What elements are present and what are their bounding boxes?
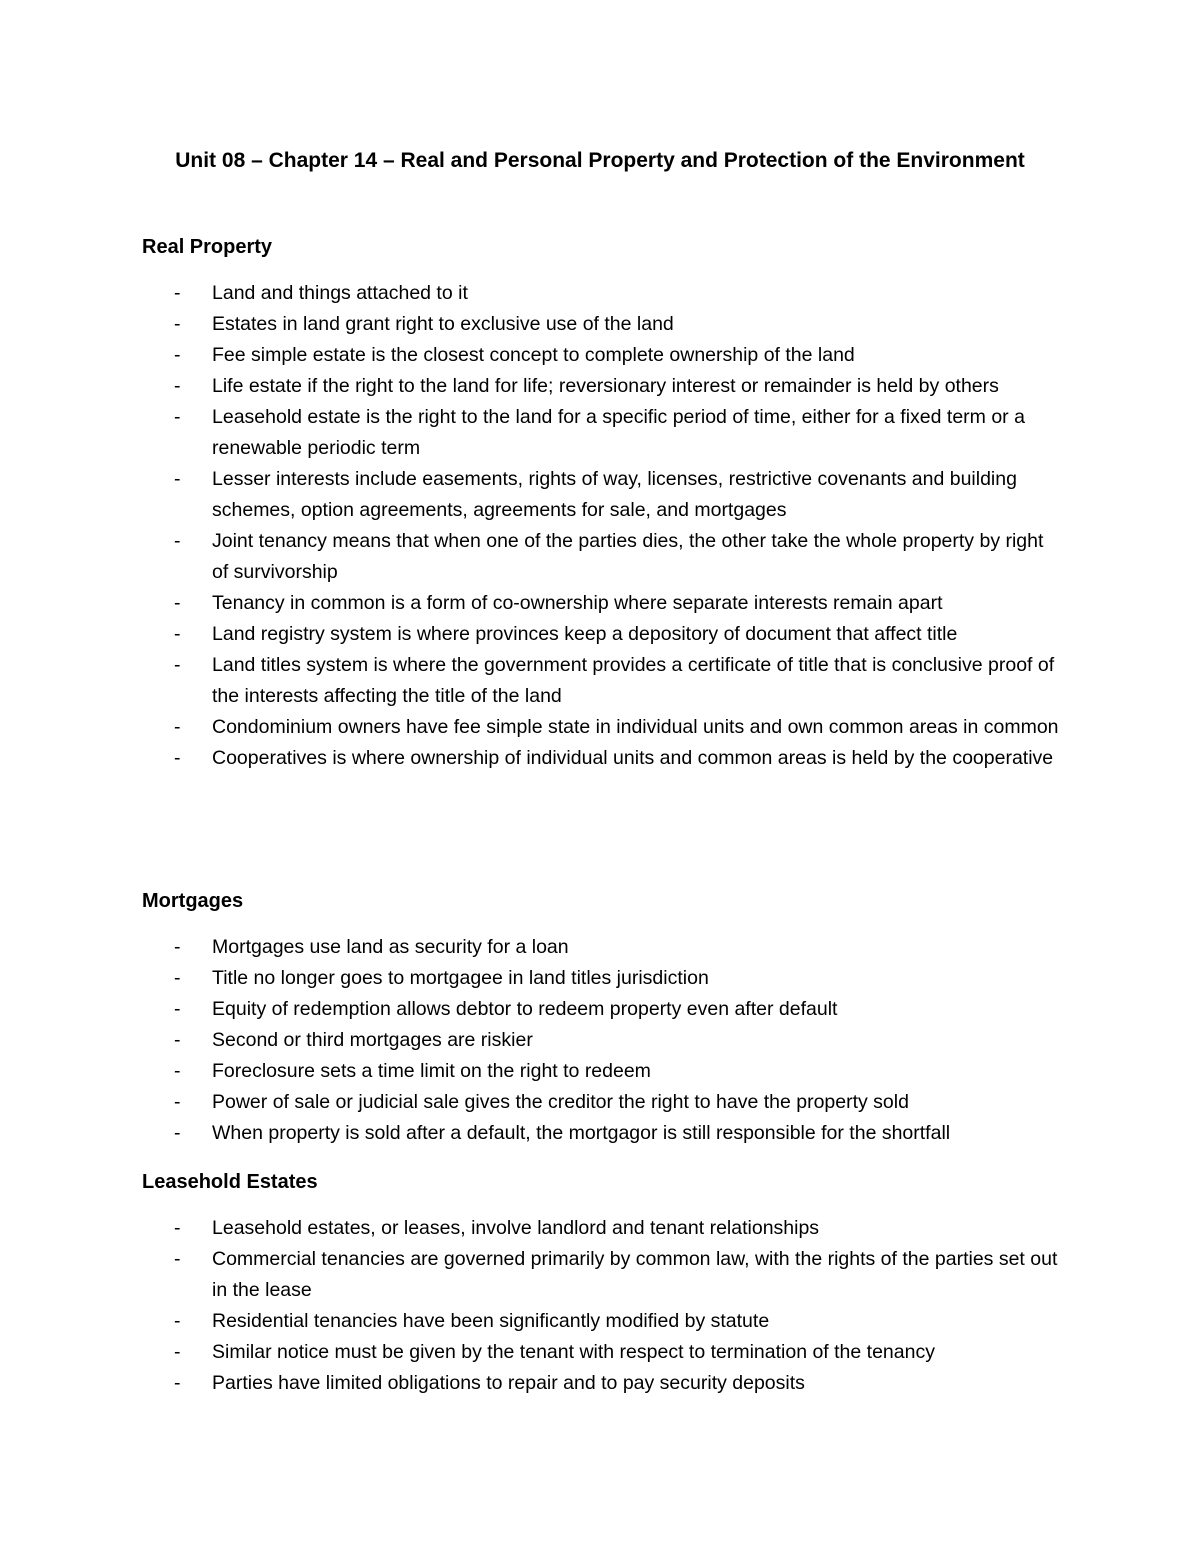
- list-item: [142, 932, 1062, 963]
- list-item-text: Equity of redemption allows debtor to redeem property even after default: [212, 998, 838, 1020]
- list-item: [142, 340, 1062, 371]
- list-item-text: Cooperatives is where ownership of individual units and common areas is held by the cooperative: [212, 747, 1054, 769]
- bullet-dash: -: [174, 967, 181, 989]
- list-item: [142, 309, 1062, 340]
- bullet-dash: -: [174, 1060, 181, 1082]
- list-item: [142, 1056, 1062, 1087]
- bullet-dash: -: [174, 344, 181, 366]
- list-item: [142, 1337, 1062, 1368]
- list-item-text: Estates in land grant right to exclusive use of the land: [212, 313, 674, 335]
- list-item-text: When property is sold after a default, the mortgagor is still responsible for the shortfall: [212, 1122, 951, 1144]
- list-item-text: Leasehold estates, or leases, involve landlord and tenant relationships: [212, 1217, 820, 1239]
- list-item: [142, 371, 1062, 402]
- list-item-text: Tenancy in common is a form of co-ownership where separate interests remain apart: [212, 592, 943, 614]
- list-item-text: Life estate if the right to the land for life; reversionary interest or remainder is held by others: [212, 375, 999, 397]
- bullet-dash: -: [174, 282, 181, 304]
- list-item-text: Leasehold estate is the right to the land for a specific period of time, either for a fixed term or a renewable periodic term: [212, 406, 1025, 459]
- section-real-property: [142, 234, 1062, 774]
- bullet-dash: -: [174, 1341, 181, 1363]
- bullet-list: [142, 1213, 1062, 1399]
- bullet-dash: -: [174, 1310, 181, 1332]
- list-item-text: Title no longer goes to mortgagee in land titles jurisdiction: [212, 967, 709, 989]
- bullet-dash: -: [174, 406, 181, 428]
- bullet-dash: -: [174, 1217, 181, 1239]
- bullet-dash: -: [174, 468, 181, 490]
- document-title: Unit 08 – Chapter 14 – Real and Personal Property and Protection of the Environment: [175, 149, 1025, 172]
- list-item: [142, 402, 1062, 464]
- section-heading: Mortgages: [142, 890, 244, 912]
- list-item-text: Foreclosure sets a time limit on the right to redeem: [212, 1060, 651, 1082]
- list-item: [142, 1025, 1062, 1056]
- bullet-list: [142, 932, 1062, 1149]
- bullet-dash: -: [174, 936, 181, 958]
- list-item-text: Mortgages use land as security for a loan: [212, 936, 569, 958]
- bullet-dash: -: [174, 716, 181, 738]
- list-item: [142, 712, 1062, 743]
- list-item-text: Land titles system is where the government provides a certificate of title that is conclusive proof of the interests affecting the title of the land: [212, 654, 1055, 707]
- bullet-dash: -: [174, 654, 181, 676]
- list-item-text: Land and things attached to it: [212, 282, 468, 304]
- list-item: [142, 1306, 1062, 1337]
- list-item-text: Parties have limited obligations to repair and to pay security deposits: [212, 1372, 805, 1394]
- section-heading: Real Property: [142, 236, 273, 258]
- section-heading: Leasehold Estates: [142, 1171, 318, 1193]
- list-item: [142, 1087, 1062, 1118]
- bullet-dash: -: [174, 1029, 181, 1051]
- bullet-dash: -: [174, 530, 181, 552]
- list-item-text: Land registry system is where provinces keep a depository of document that affect title: [212, 623, 958, 645]
- list-item-text: Residential tenancies have been significantly modified by statute: [212, 1310, 770, 1332]
- bullet-dash: -: [174, 1122, 181, 1144]
- list-item: [142, 743, 1062, 774]
- list-item: [142, 1118, 1062, 1149]
- bullet-dash: -: [174, 313, 181, 335]
- list-item: [142, 619, 1062, 650]
- list-item: [142, 1244, 1062, 1306]
- list-item-text: Second or third mortgages are riskier: [212, 1029, 533, 1051]
- bullet-list: [142, 278, 1062, 774]
- list-item-text: Joint tenancy means that when one of the parties dies, the other take the whole property by right of survivorship: [212, 530, 1044, 583]
- list-item-text: Power of sale or judicial sale gives the creditor the right to have the property sold: [212, 1091, 909, 1113]
- section-mortgages: [142, 888, 1062, 1149]
- bullet-dash: -: [174, 1248, 181, 1270]
- bullet-dash: -: [174, 375, 181, 397]
- section-leasehold-estates: [142, 1169, 1062, 1399]
- bullet-dash: -: [174, 1372, 181, 1394]
- list-item: [142, 1213, 1062, 1244]
- list-item: [142, 464, 1062, 526]
- bullet-dash: -: [174, 747, 181, 769]
- list-item-text: Condominium owners have fee simple state in individual units and own common areas in common: [212, 716, 1059, 738]
- list-item: [142, 526, 1062, 588]
- bullet-dash: -: [174, 592, 181, 614]
- list-item-text: Commercial tenancies are governed primarily by common law, with the rights of the parties set out in the lease: [212, 1248, 1058, 1301]
- list-item: [142, 1368, 1062, 1399]
- list-item-text: Fee simple estate is the closest concept to complete ownership of the land: [212, 344, 855, 366]
- list-item-text: Lesser interests include easements, rights of way, licenses, restrictive covenants and building schemes, option agreements, agreements for sale, and mortgages: [212, 468, 1017, 521]
- list-item: [142, 650, 1062, 712]
- bullet-dash: -: [174, 623, 181, 645]
- list-item: [142, 963, 1062, 994]
- list-item-text: Similar notice must be given by the tenant with respect to termination of the tenancy: [212, 1341, 935, 1363]
- list-item: [142, 278, 1062, 309]
- list-item: [142, 588, 1062, 619]
- bullet-dash: -: [174, 998, 181, 1020]
- list-item: [142, 994, 1062, 1025]
- bullet-dash: -: [174, 1091, 181, 1113]
